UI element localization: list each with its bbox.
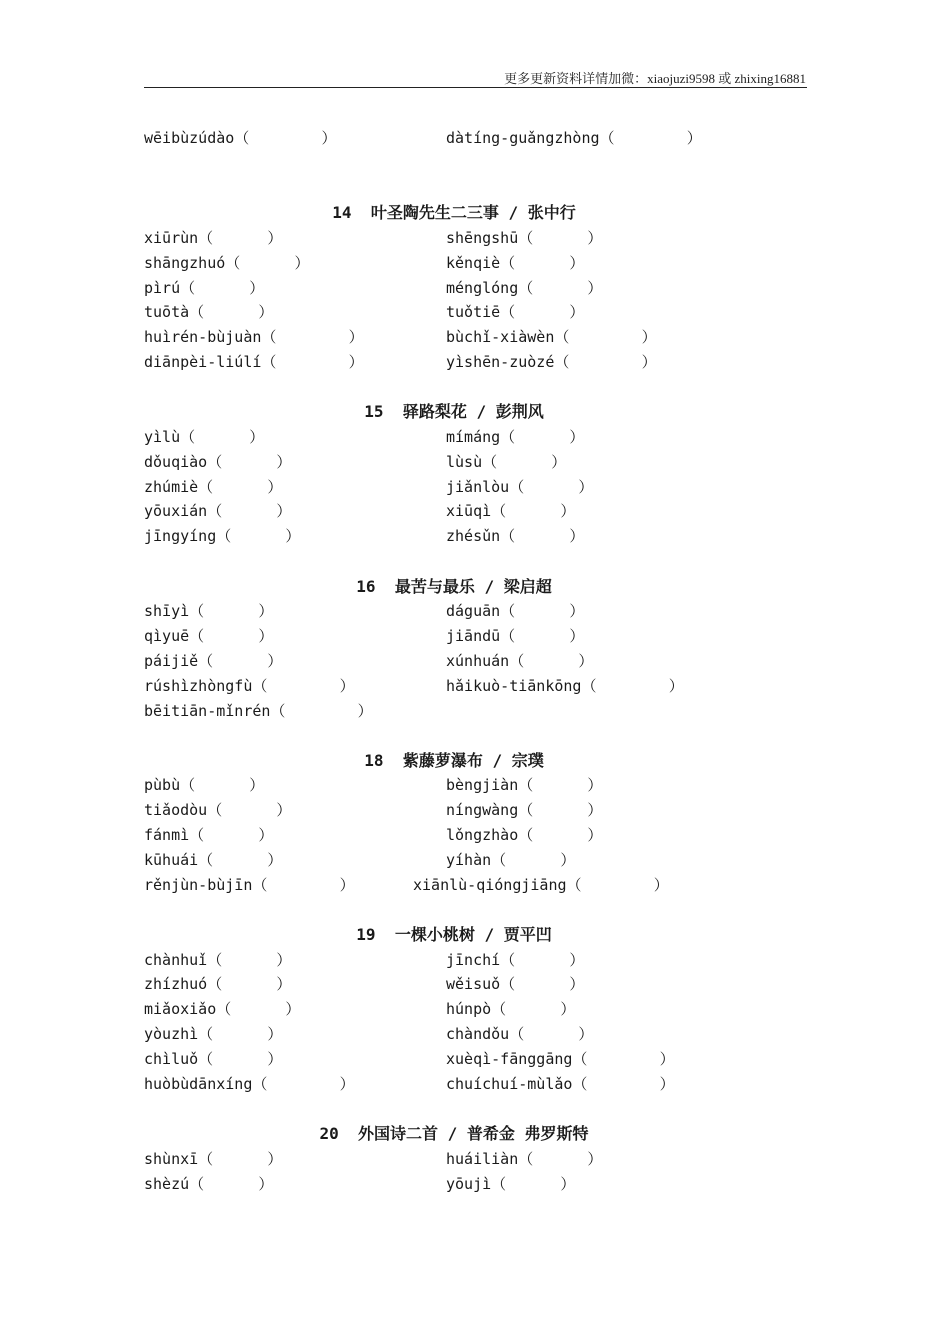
left-item: shèzú（ ） [144, 1175, 274, 1193]
header-contact-text: 更多更新资料详情加微：xiaojuzi9598 或 zhixing16881 [504, 71, 806, 86]
left-item: miǎoxiǎo（ ） [144, 1000, 301, 1018]
right-item: wěisuǒ（ ） [446, 975, 585, 993]
right-item: yìshēn-zuòzé（ ） [446, 353, 657, 371]
section-title: 15 驿路梨花 / 彭荆风 [364, 402, 544, 421]
right-item: jiǎnlòu（ ） [446, 478, 594, 496]
left-item: shùnxī（ ） [144, 1150, 283, 1168]
left-item: zhúmiè（ ） [144, 478, 283, 496]
left-item: yòuzhì（ ） [144, 1025, 283, 1043]
left-item: huìrén-bùjuàn（ ） [144, 328, 364, 346]
right-item: mímáng（ ） [446, 428, 585, 446]
right-item: kěnqiè（ ） [446, 254, 585, 272]
left-item: zhízhuó（ ） [144, 975, 292, 993]
section-title: 19 一棵小桃树 / 贾平凹 [356, 925, 552, 944]
left-item: tuōtà（ ） [144, 303, 274, 321]
right-item: zhésǔn（ ） [446, 527, 585, 545]
left-item: rúshìzhòngfù（ ） [144, 677, 355, 695]
right-item: chuíchuí-mùlǎo（ ） [446, 1075, 675, 1093]
header-divider [144, 87, 807, 88]
right-item: bùchǐ-xiàwèn（ ） [446, 328, 657, 346]
left-item: chànhuǐ（ ） [144, 951, 292, 969]
left-item: pìrú（ ） [144, 279, 265, 297]
right-item: jīnchí（ ） [446, 951, 585, 969]
section-title: 20 外国诗二首 / 普希金 弗罗斯特 [319, 1124, 589, 1143]
left-item: yìlù（ ） [144, 428, 265, 446]
section-title: 18 紫藤萝瀑布 / 宗璞 [364, 751, 544, 770]
left-item: yōuxián（ ） [144, 502, 292, 520]
right-item: tuǒtiē（ ） [446, 303, 585, 321]
section-title: 16 最苦与最乐 / 梁启超 [356, 577, 552, 596]
left-item: páijiě（ ） [144, 652, 283, 670]
left-item: dǒuqiào（ ） [144, 453, 292, 471]
left-item: jīngyíng（ ） [144, 527, 301, 545]
top-right-item: dàtíng-guǎngzhòng（ ） [446, 129, 702, 147]
left-item: xiūrùn（ ） [144, 229, 283, 247]
left-item: kūhuái（ ） [144, 851, 283, 869]
right-item: bèngjiàn（ ） [446, 776, 603, 794]
right-item: yōujì（ ） [446, 1175, 576, 1193]
right-item: dáguān（ ） [446, 602, 585, 620]
right-item: huáiliàn（ ） [446, 1150, 603, 1168]
left-item: shāngzhuó（ ） [144, 254, 310, 272]
left-item: tiǎodòu（ ） [144, 801, 292, 819]
left-item: huòbùdānxíng（ ） [144, 1075, 355, 1093]
right-item: ménglóng（ ） [446, 279, 603, 297]
right-item: lǒngzhào（ ） [446, 826, 603, 844]
right-item: níngwàng（ ） [446, 801, 603, 819]
right-item: shēngshū（ ） [446, 229, 603, 247]
left-item: chìluǒ（ ） [144, 1050, 283, 1068]
top-left-item: wēibùzúdào（ ） [144, 129, 337, 147]
right-item: yíhàn（ ） [446, 851, 576, 869]
left-item: diānpèi-liúlí（ ） [144, 353, 364, 371]
right-item: xiānlù-qióngjiāng（ ） [413, 876, 669, 894]
left-item: bēitiān-mǐnrén（ ） [144, 702, 373, 720]
left-item: fánmì（ ） [144, 826, 274, 844]
right-item: chàndǒu（ ） [446, 1025, 594, 1043]
right-item: húnpò（ ） [446, 1000, 576, 1018]
right-item: jiāndū（ ） [446, 627, 585, 645]
right-item: xúnhuán（ ） [446, 652, 594, 670]
left-item: pùbù（ ） [144, 776, 265, 794]
left-item: rěnjùn-bùjīn（ ） [144, 876, 355, 894]
left-item: qìyuē（ ） [144, 627, 274, 645]
right-item: lùsù（ ） [446, 453, 567, 471]
section-title: 14 叶圣陶先生二三事 / 张中行 [332, 203, 576, 222]
left-item: shīyì（ ） [144, 602, 274, 620]
right-item: xiūqì（ ） [446, 502, 576, 520]
right-item: xuèqì-fānggāng（ ） [446, 1050, 675, 1068]
right-item: hǎikuò-tiānkōng（ ） [446, 677, 684, 695]
